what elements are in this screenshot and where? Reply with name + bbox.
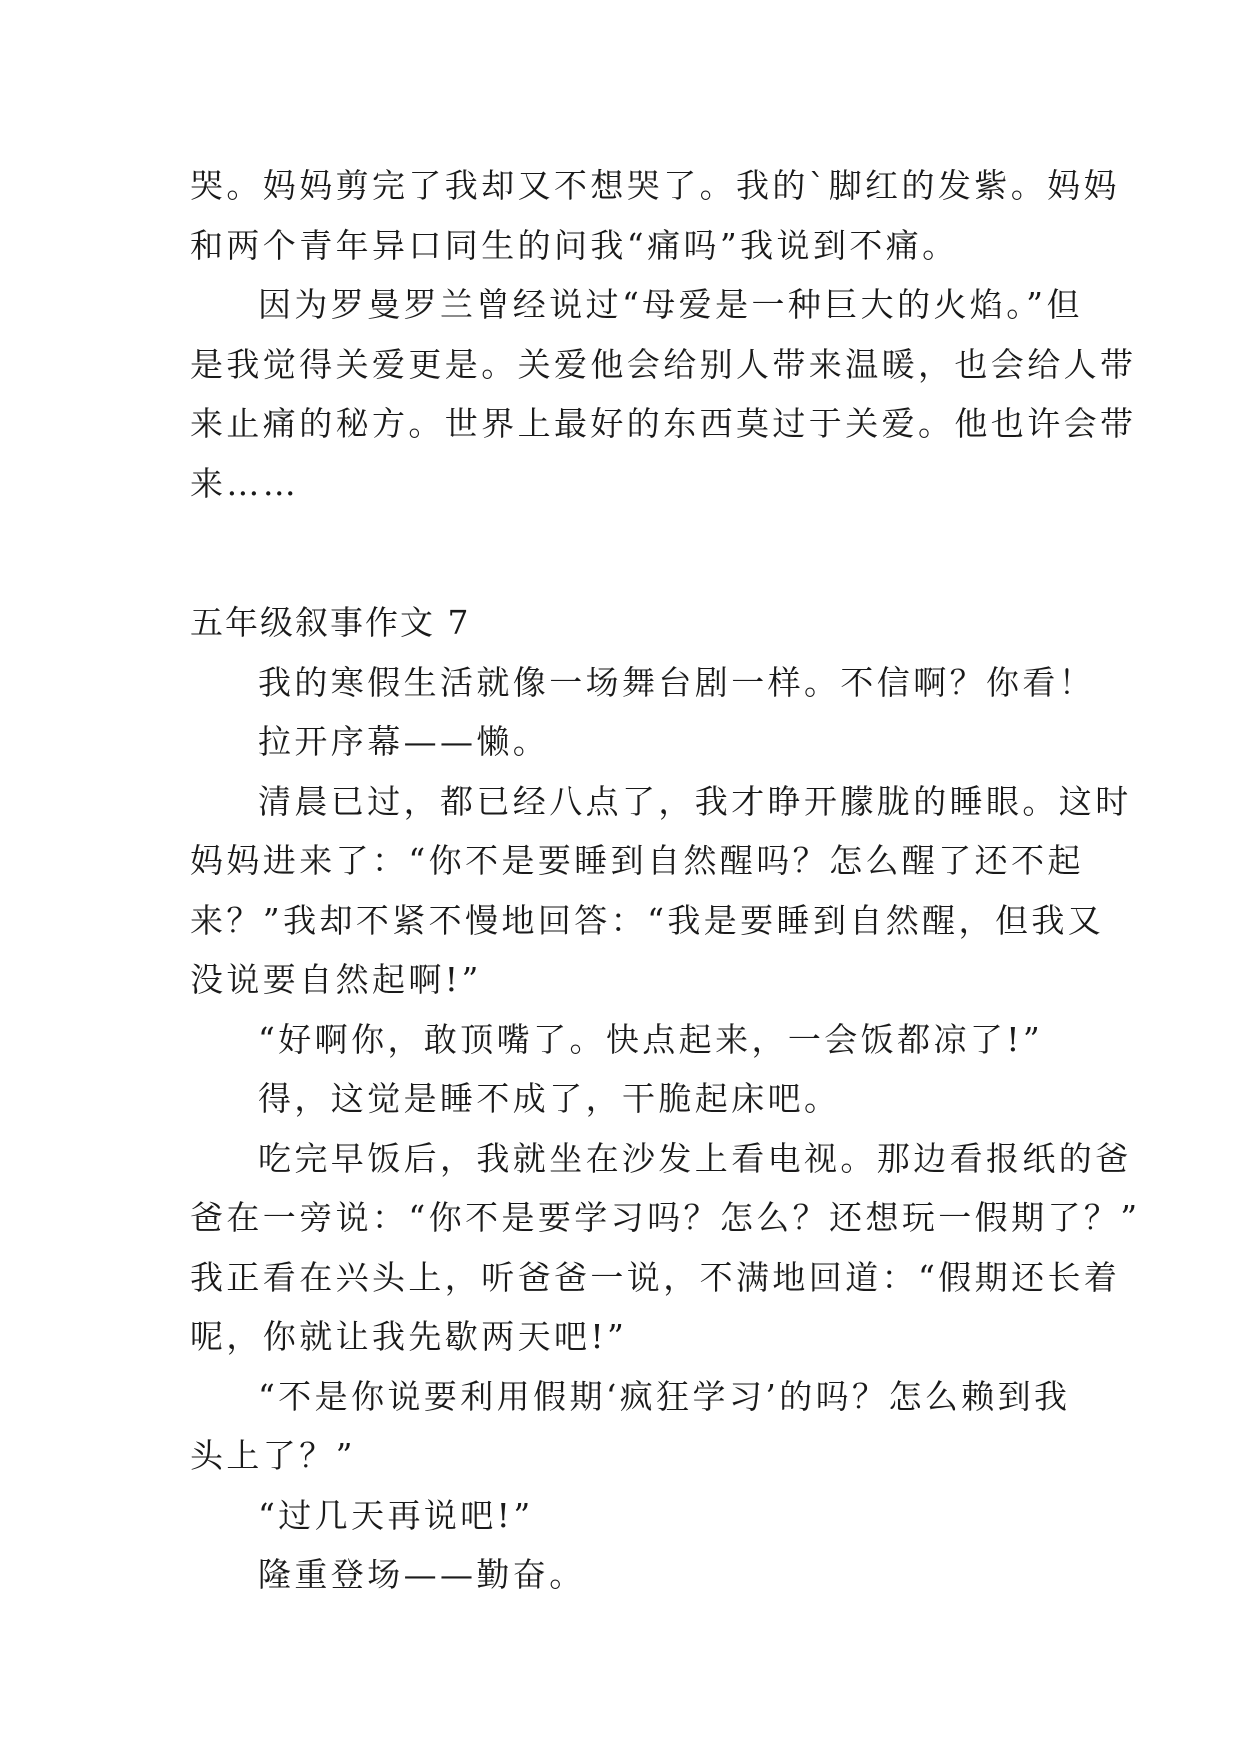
text-line: 我正看在兴头上，听爸爸一说，不满地回道：“假期还长着 — [190, 1257, 1121, 1297]
document-page — [190, 156, 1141, 1605]
text-line: 拉开序幕——懒。 — [258, 722, 550, 761]
text-line: 哭。妈妈剪完了我却又不想哭了。我的`脚红的发紫。妈妈 — [190, 166, 1120, 205]
text-line: 因为罗曼罗兰曾经说过“母爱是一种巨大的火焰。”但 — [258, 285, 1083, 324]
section-gap — [190, 513, 1070, 593]
text-line: 爸在一旁说：“你不是要学习吗？怎么？还想玩一假期了？” — [190, 1198, 1141, 1237]
text-line: 来止痛的秘方。世界上最好的东西莫过于关爱。他也许会带 — [190, 404, 1137, 443]
text-line: “不是你说要利用假期‘疯狂学习’的吗？怎么赖到我 — [258, 1376, 1071, 1416]
essay-7-section — [190, 593, 1141, 1605]
text-line: 我的寒假生活就像一场舞台剧一样。不信啊？你看！ — [258, 662, 1096, 702]
text-line: 妈妈进来了：“你不是要睡到自然醒吗？怎么醒了还不起 — [190, 841, 1084, 880]
essay-ending-section — [190, 156, 1137, 513]
text-line: 是我觉得关爱更是。关爱他会给别人带来温暖，也会给人带 — [190, 344, 1137, 384]
text-line: “好啊你，敢顶嘴了。快点起来，一会饭都凉了!” — [258, 1019, 1044, 1059]
text-line: “过几天再说吧!” — [258, 1495, 534, 1535]
text-line: 清晨已过，都已经八点了，我才睁开朦胧的睡眼。这时 — [258, 781, 1132, 821]
text-line: 和两个青年异口同生的问我“痛吗”我说到不痛。 — [190, 225, 959, 265]
essay-title: 五年级叙事作文 7 — [190, 603, 471, 642]
text-line: 来…… — [190, 463, 300, 503]
text-line: 呢，你就让我先歇两天吧!” — [190, 1317, 628, 1356]
text-line: 头上了？” — [190, 1436, 356, 1475]
text-line: 没说要自然起啊!” — [190, 960, 482, 999]
text-line: 得，这觉是睡不成了，干脆起床吧。 — [258, 1079, 841, 1118]
text-line: 来？”我却不紧不慢地回答：“我是要睡到自然醒，但我又 — [190, 900, 1105, 940]
text-line: 吃完早饭后，我就坐在沙发上看电视。那边看报纸的爸 — [258, 1138, 1132, 1178]
text-line: 隆重登场——勤奋。 — [258, 1555, 586, 1594]
